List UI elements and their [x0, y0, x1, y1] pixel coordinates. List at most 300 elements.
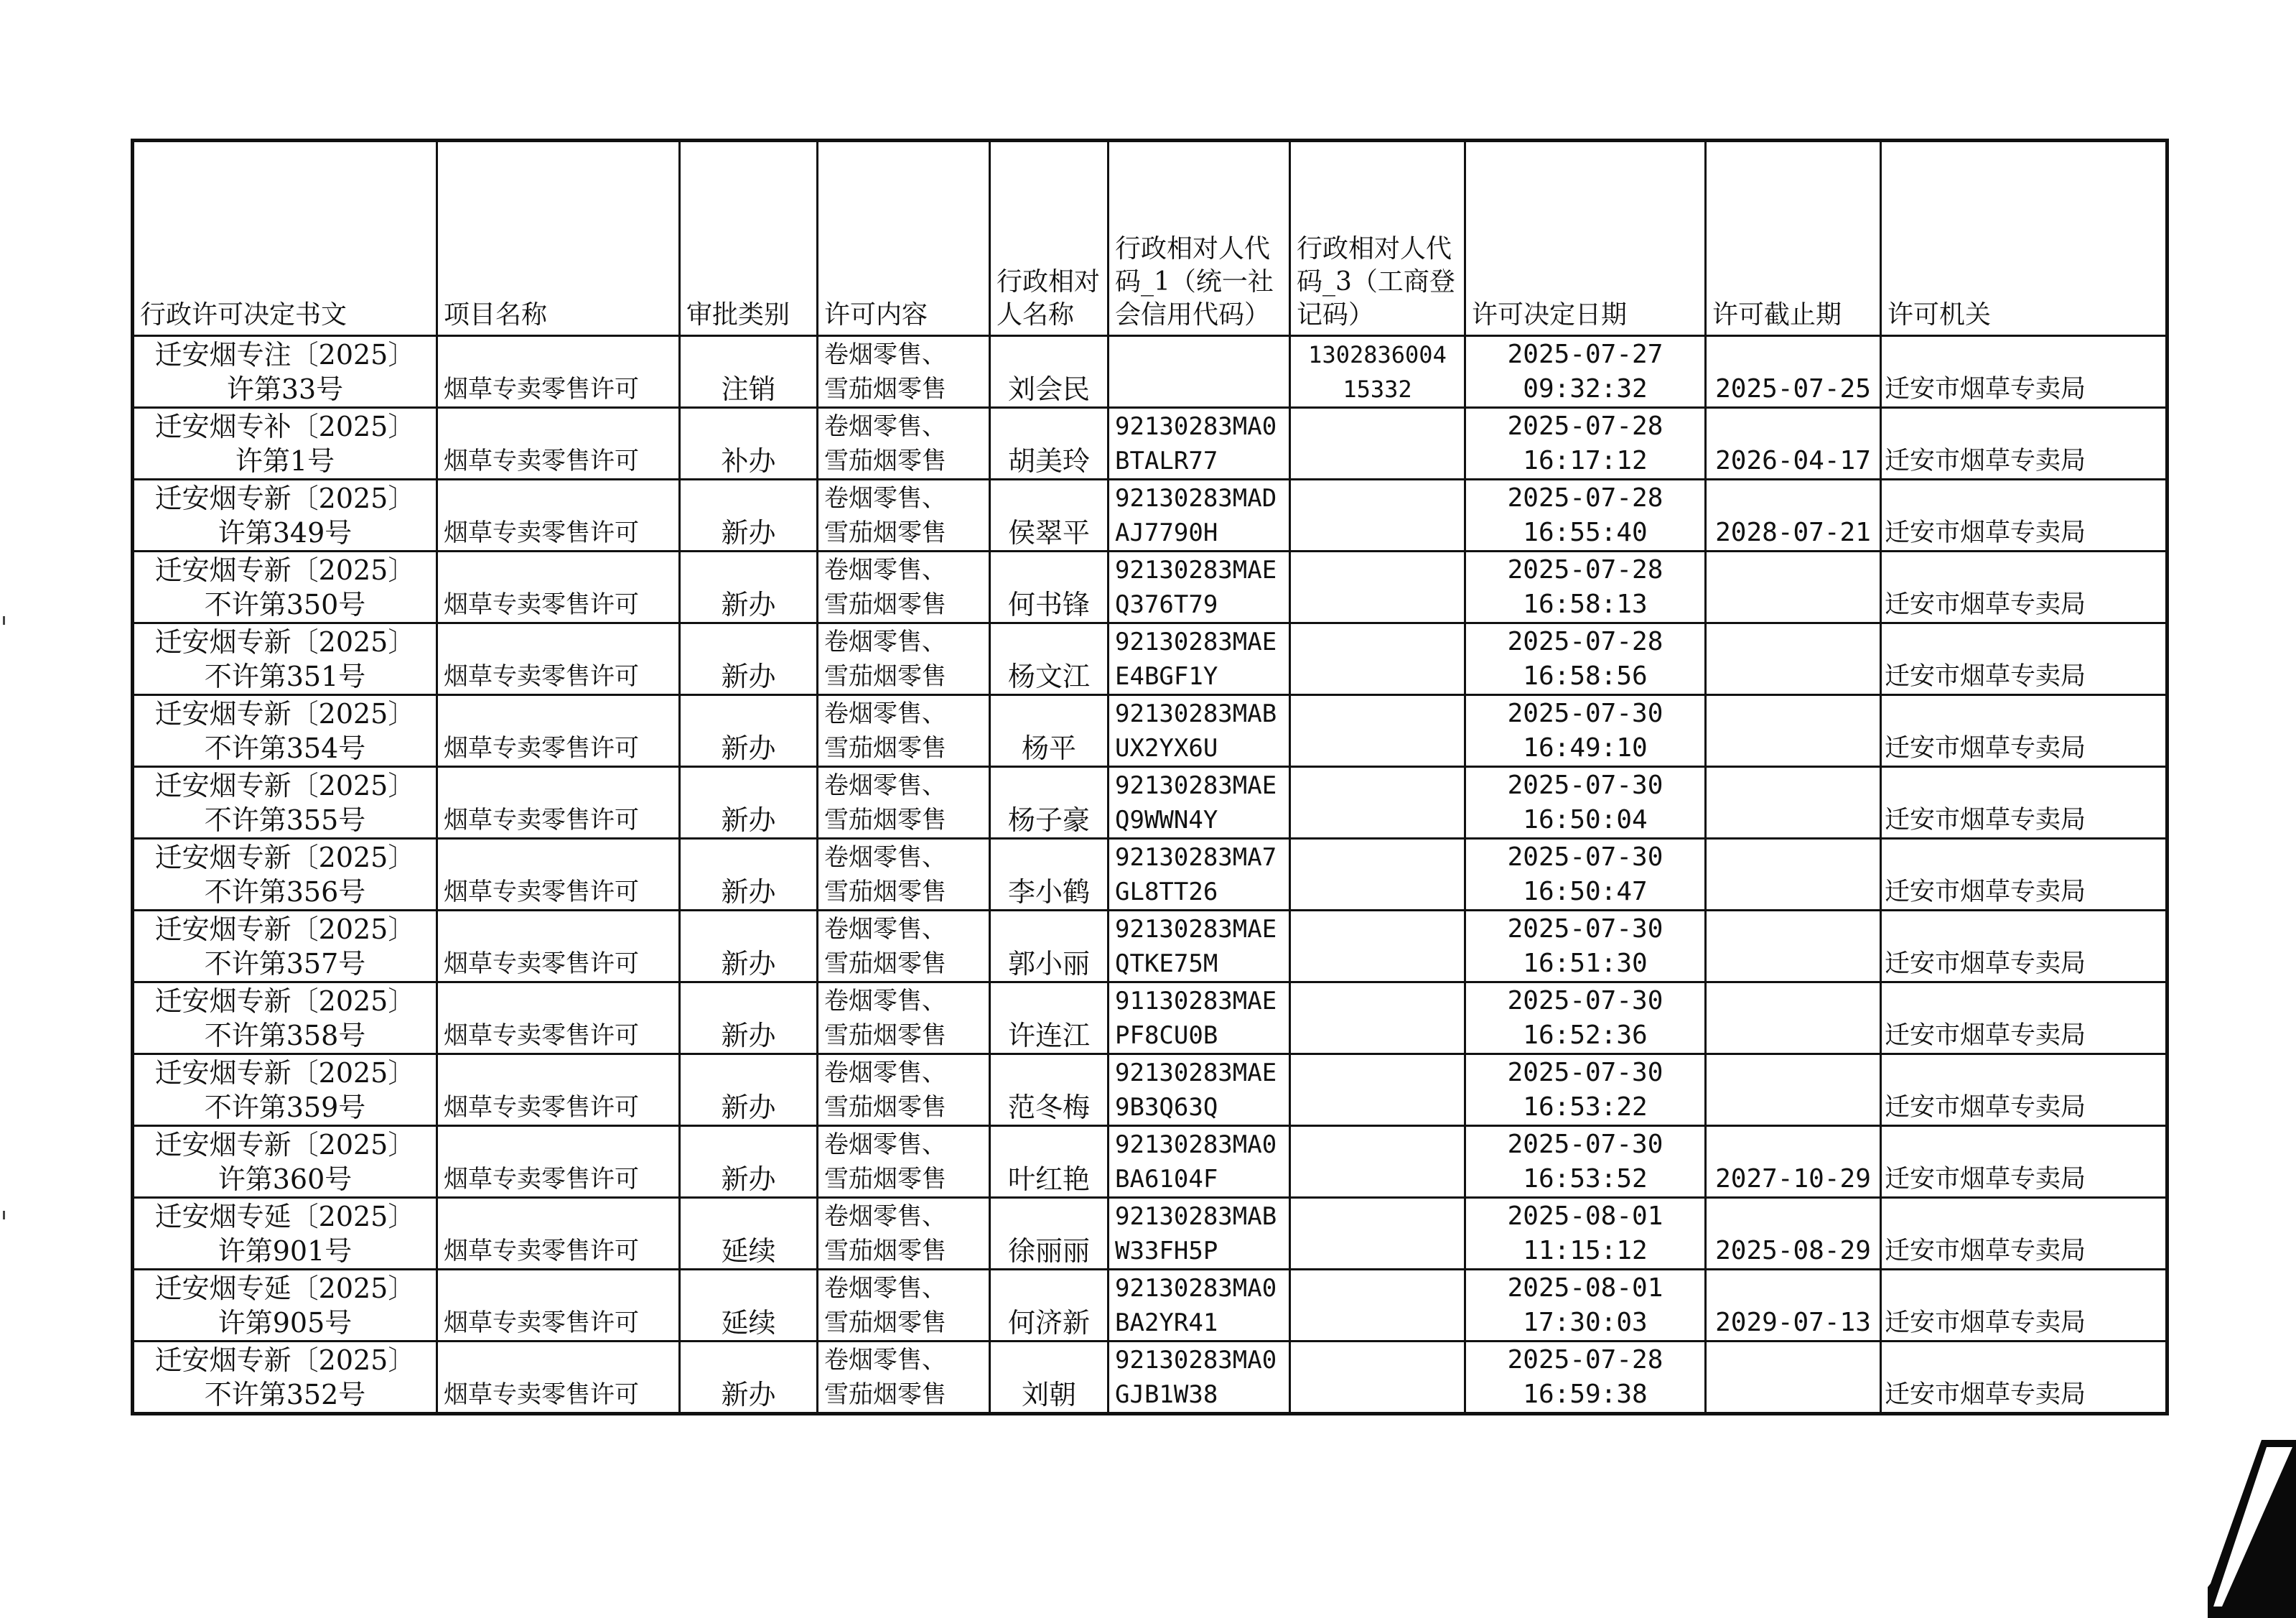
decision_date-line: 16:51:30: [1523, 949, 1648, 978]
cell-decision_date: [1465, 623, 1706, 695]
header-row: [133, 141, 2167, 336]
code1-line: AJ7790H: [1115, 519, 1218, 547]
cell-category: 新办: [680, 1342, 818, 1414]
cell-decision_date: [1465, 982, 1706, 1054]
doc-line: 不许第350号: [204, 589, 366, 620]
code1-line: W33FH5P: [1115, 1237, 1218, 1265]
cell-code3: [1290, 1342, 1465, 1414]
content-line: 卷烟零售、: [824, 699, 946, 728]
cell-project: 烟草专卖零售许可: [437, 552, 680, 623]
cell-decision_date: [1465, 839, 1706, 911]
table-row: [133, 1198, 2167, 1270]
cell-category: 新办: [680, 695, 818, 767]
code3-line: 1302836004: [1308, 341, 1447, 368]
column-header-code1: 行政相对人代码_1（统一社会信用代码）: [1109, 141, 1290, 336]
cell-category: 延续: [680, 1198, 818, 1270]
code1-line: 92130283MA0: [1115, 412, 1277, 441]
cell-name: 杨子豪: [990, 767, 1109, 839]
cell-doc: [133, 1054, 437, 1126]
doc-line: 不许第357号: [204, 948, 366, 980]
cell-decision_date: [1465, 911, 1706, 982]
doc-line: 迁安烟专新〔2025〕: [154, 554, 416, 586]
content-line: 卷烟零售、: [824, 340, 946, 369]
cell-authority: 迁安市烟草专卖局: [1881, 552, 2167, 623]
cell-content: [818, 1342, 990, 1414]
content-line: 卷烟零售、: [824, 556, 946, 585]
code1-line: 92130283MA7: [1115, 843, 1277, 872]
table-row: [133, 695, 2167, 767]
cell-category: 新办: [680, 480, 818, 552]
cell-code3: [1290, 767, 1465, 839]
table-row: [133, 480, 2167, 552]
code1-line: UX2YX6U: [1115, 734, 1218, 763]
decision_date-line: 2025-07-28: [1507, 412, 1663, 441]
doc-line: 迁安烟专新〔2025〕: [154, 770, 416, 801]
code1-line: GL8TT26: [1115, 878, 1218, 906]
doc-line: 不许第351号: [204, 661, 366, 692]
scan-mark-left-top: [3, 616, 5, 625]
cell-code1: [1109, 552, 1290, 623]
cell-project: 烟草专卖零售许可: [437, 1198, 680, 1270]
table-row: [133, 336, 2167, 408]
decision_date-line: 16:50:47: [1523, 877, 1648, 906]
cell-authority: 迁安市烟草专卖局: [1881, 1054, 2167, 1126]
cell-name: 叶红艳: [990, 1126, 1109, 1198]
cell-code3: [1290, 911, 1465, 982]
cell-expiry: [1706, 1054, 1881, 1126]
table-row: [133, 1126, 2167, 1198]
cell-content: [818, 480, 990, 552]
cell-project: 烟草专卖零售许可: [437, 480, 680, 552]
cell-doc: [133, 982, 437, 1054]
cell-code1: [1109, 767, 1290, 839]
cell-content: [818, 839, 990, 911]
cell-project: 烟草专卖零售许可: [437, 982, 680, 1054]
cell-code1: [1109, 982, 1290, 1054]
cell-code3: [1290, 839, 1465, 911]
column-header-authority: 许可机关: [1881, 141, 2167, 336]
doc-line: 不许第352号: [204, 1379, 366, 1410]
cell-code1: [1109, 1126, 1290, 1198]
scan-mark-left-bottom: [3, 1211, 5, 1219]
table-row: [133, 1054, 2167, 1126]
cell-code3: [1290, 336, 1465, 408]
cell-name: 胡美玲: [990, 408, 1109, 480]
cell-expiry: [1706, 911, 1881, 982]
content-line: 雪茄烟零售: [824, 519, 946, 547]
cell-doc: [133, 1270, 437, 1342]
code1-line: 92130283MAB: [1115, 1202, 1277, 1231]
decision_date-line: 11:15:12: [1523, 1236, 1648, 1265]
doc-line: 迁安烟专新〔2025〕: [154, 698, 416, 730]
doc-line: 迁安烟专新〔2025〕: [154, 1129, 416, 1161]
cell-name: 杨平: [990, 695, 1109, 767]
cell-name: 郭小丽: [990, 911, 1109, 982]
cell-project: 烟草专卖零售许可: [437, 767, 680, 839]
cell-category: 新办: [680, 623, 818, 695]
cell-code1: [1109, 623, 1290, 695]
decision_date-line: 16:50:04: [1523, 805, 1648, 834]
doc-line: 迁安烟专新〔2025〕: [154, 626, 416, 658]
column-header-name: 行政相对人名称: [990, 141, 1109, 336]
cell-expiry: [1706, 695, 1881, 767]
content-line: 卷烟零售、: [824, 1059, 946, 1087]
cell-expiry: [1706, 767, 1881, 839]
cell-code3: [1290, 623, 1465, 695]
cell-content: [818, 767, 990, 839]
cell-authority: 迁安市烟草专卖局: [1881, 1270, 2167, 1342]
content-line: 雪茄烟零售: [824, 949, 946, 978]
cell-expiry: [1706, 623, 1881, 695]
doc-line: 不许第355号: [204, 804, 366, 836]
cell-doc: [133, 1126, 437, 1198]
cell-authority: 迁安市烟草专卖局: [1881, 408, 2167, 480]
code1-line: 92130283MAD: [1115, 484, 1277, 513]
content-line: 雪茄烟零售: [824, 1093, 946, 1122]
cell-decision_date: [1465, 1342, 1706, 1414]
column-header-project: 项目名称: [437, 141, 680, 336]
doc-line: 不许第359号: [204, 1092, 366, 1123]
content-line: 卷烟零售、: [824, 1130, 946, 1159]
decision_date-line: 16:49:10: [1523, 733, 1648, 763]
doc-line: 许第901号: [218, 1235, 353, 1267]
cell-expiry: [1706, 1342, 1881, 1414]
code1-line: GJB1W38: [1115, 1380, 1218, 1409]
code1-line: PF8CU0B: [1115, 1021, 1218, 1050]
page-corner-mark: [2208, 1440, 2296, 1618]
cell-project: 烟草专卖零售许可: [437, 1126, 680, 1198]
code1-line: BTALR77: [1115, 447, 1218, 475]
cell-authority: 迁安市烟草专卖局: [1881, 1126, 2167, 1198]
cell-name: 何济新: [990, 1270, 1109, 1342]
cell-decision_date: [1465, 336, 1706, 408]
cell-doc: [133, 911, 437, 982]
doc-line: 迁安烟专延〔2025〕: [154, 1273, 416, 1304]
doc-line: 迁安烟专新〔2025〕: [154, 1344, 416, 1376]
doc-line: 许第33号: [226, 373, 344, 405]
cell-content: [818, 408, 990, 480]
code3-line: 15332: [1343, 376, 1412, 403]
decision_date-line: 16:58:13: [1523, 590, 1648, 619]
content-line: 卷烟零售、: [824, 1274, 946, 1303]
doc-line: 迁安烟专新〔2025〕: [154, 842, 416, 873]
content-line: 卷烟零售、: [824, 628, 946, 656]
cell-name: 范冬梅: [990, 1054, 1109, 1126]
content-line: 卷烟零售、: [824, 484, 946, 513]
cell-authority: 迁安市烟草专卖局: [1881, 982, 2167, 1054]
cell-project: 烟草专卖零售许可: [437, 408, 680, 480]
doc-line: 迁安烟专补〔2025〕: [154, 411, 416, 442]
cell-expiry: 2029-07-13: [1706, 1270, 1881, 1342]
code1-line: BA6104F: [1115, 1165, 1218, 1194]
cell-content: [818, 1126, 990, 1198]
code1-line: 92130283MAE: [1115, 628, 1277, 656]
column-header-category: 审批类别: [680, 141, 818, 336]
decision_date-line: 2025-08-01: [1507, 1273, 1663, 1303]
cell-project: 烟草专卖零售许可: [437, 336, 680, 408]
cell-decision_date: [1465, 408, 1706, 480]
cell-code3: [1290, 1198, 1465, 1270]
content-line: 雪茄烟零售: [824, 878, 946, 906]
table-row: [133, 911, 2167, 982]
cell-decision_date: [1465, 552, 1706, 623]
decision_date-line: 16:58:56: [1523, 661, 1648, 691]
cell-code3: [1290, 408, 1465, 480]
decision_date-line: 2025-07-30: [1507, 986, 1663, 1015]
content-line: 卷烟零售、: [824, 771, 946, 800]
decision_date-line: 2025-07-30: [1507, 699, 1663, 728]
cell-code3: [1290, 982, 1465, 1054]
cell-name: 许连江: [990, 982, 1109, 1054]
cell-code1: [1109, 480, 1290, 552]
decision_date-line: 2025-08-01: [1507, 1201, 1663, 1231]
cell-code3: [1290, 695, 1465, 767]
cell-code3: [1290, 480, 1465, 552]
doc-line: 迁安烟专新〔2025〕: [154, 483, 416, 514]
cell-doc: [133, 839, 437, 911]
cell-code1: [1109, 408, 1290, 480]
table-row: [133, 767, 2167, 839]
cell-code3: [1290, 552, 1465, 623]
cell-authority: 迁安市烟草专卖局: [1881, 623, 2167, 695]
content-line: 雪茄烟零售: [824, 375, 946, 404]
doc-line: 迁安烟专新〔2025〕: [154, 1057, 416, 1089]
doc-line: 许第360号: [218, 1163, 353, 1195]
code1-line: 92130283MA0: [1115, 1130, 1277, 1159]
cell-name: 刘朝: [990, 1342, 1109, 1414]
cell-authority: 迁安市烟草专卖局: [1881, 767, 2167, 839]
cell-category: 新办: [680, 982, 818, 1054]
cell-content: [818, 695, 990, 767]
cell-authority: 迁安市烟草专卖局: [1881, 1198, 2167, 1270]
cell-name: 侯翠平: [990, 480, 1109, 552]
cell-doc: [133, 1198, 437, 1270]
cell-project: 烟草专卖零售许可: [437, 1342, 680, 1414]
table-row: [133, 1270, 2167, 1342]
cell-project: 烟草专卖零售许可: [437, 623, 680, 695]
cell-code1: [1109, 911, 1290, 982]
content-line: 卷烟零售、: [824, 843, 946, 872]
cell-category: 新办: [680, 767, 818, 839]
column-header-expiry: 许可截止期: [1706, 141, 1881, 336]
cell-name: 李小鹤: [990, 839, 1109, 911]
doc-line: 不许第354号: [204, 733, 366, 764]
decision_date-line: 2025-07-30: [1507, 914, 1663, 944]
cell-code3: [1290, 1126, 1465, 1198]
cell-decision_date: [1465, 480, 1706, 552]
code1-line: 92130283MAB: [1115, 699, 1277, 728]
content-line: 雪茄烟零售: [824, 1380, 946, 1409]
cell-category: 新办: [680, 839, 818, 911]
decision_date-line: 2025-07-30: [1507, 842, 1663, 872]
content-line: 雪茄烟零售: [824, 1237, 946, 1265]
table-row: [133, 839, 2167, 911]
column-header-content: 许可内容: [818, 141, 990, 336]
cell-code3: [1290, 1270, 1465, 1342]
cell-authority: 迁安市烟草专卖局: [1881, 480, 2167, 552]
cell-authority: 迁安市烟草专卖局: [1881, 911, 2167, 982]
cell-content: [818, 552, 990, 623]
cell-doc: [133, 623, 437, 695]
table-row: [133, 552, 2167, 623]
cell-category: 新办: [680, 552, 818, 623]
cell-category: 新办: [680, 911, 818, 982]
cell-decision_date: [1465, 1054, 1706, 1126]
cell-expiry: 2026-04-17: [1706, 408, 1881, 480]
table-row: [133, 408, 2167, 480]
content-line: 雪茄烟零售: [824, 734, 946, 763]
content-line: 雪茄烟零售: [824, 1021, 946, 1050]
cell-expiry: 2025-08-29: [1706, 1198, 1881, 1270]
cell-project: 烟草专卖零售许可: [437, 839, 680, 911]
cell-doc: [133, 767, 437, 839]
cell-expiry: 2028-07-21: [1706, 480, 1881, 552]
doc-line: 迁安烟专延〔2025〕: [154, 1201, 416, 1232]
cell-doc: [133, 408, 437, 480]
cell-name: 何书锋: [990, 552, 1109, 623]
cell-name: 杨文江: [990, 623, 1109, 695]
code1-line: 92130283MA0: [1115, 1346, 1277, 1375]
cell-content: [818, 623, 990, 695]
cell-doc: [133, 1342, 437, 1414]
cell-content: [818, 1054, 990, 1126]
content-line: 雪茄烟零售: [824, 447, 946, 475]
decision_date-line: 09:32:32: [1523, 374, 1648, 404]
column-header-code3: 行政相对人代码_3（工商登记码）: [1290, 141, 1465, 336]
cell-expiry: [1706, 982, 1881, 1054]
decision_date-line: 16:53:52: [1523, 1164, 1648, 1194]
content-line: 卷烟零售、: [824, 1346, 946, 1375]
cell-authority: 迁安市烟草专卖局: [1881, 336, 2167, 408]
cell-content: [818, 336, 990, 408]
doc-line: 迁安烟专新〔2025〕: [154, 985, 416, 1017]
cell-category: 延续: [680, 1270, 818, 1342]
cell-authority: 迁安市烟草专卖局: [1881, 1342, 2167, 1414]
code1-line: 92130283MA0: [1115, 1274, 1277, 1303]
code1-line: Q376T79: [1115, 590, 1218, 619]
cell-authority: 迁安市烟草专卖局: [1881, 695, 2167, 767]
doc-line: 许第349号: [218, 517, 353, 549]
table-body: [133, 336, 2167, 1414]
cell-decision_date: [1465, 695, 1706, 767]
cell-content: [818, 911, 990, 982]
cell-category: 新办: [680, 1126, 818, 1198]
cell-name: 徐丽丽: [990, 1198, 1109, 1270]
cell-authority: 迁安市烟草专卖局: [1881, 839, 2167, 911]
decision_date-line: 2025-07-28: [1507, 1345, 1663, 1375]
doc-line: 不许第356号: [204, 876, 366, 908]
content-line: 雪茄烟零售: [824, 1308, 946, 1337]
cell-code1: [1109, 1270, 1290, 1342]
code1-line: 92130283MAE: [1115, 556, 1277, 585]
cell-code1: [1109, 1054, 1290, 1126]
content-line: 卷烟零售、: [824, 1202, 946, 1231]
cell-content: [818, 982, 990, 1054]
code1-line: QTKE75M: [1115, 949, 1218, 978]
decision_date-line: 16:52:36: [1523, 1020, 1648, 1050]
content-line: 雪茄烟零售: [824, 1165, 946, 1194]
cell-decision_date: [1465, 1198, 1706, 1270]
content-line: 卷烟零售、: [824, 987, 946, 1015]
code1-line: 91130283MAE: [1115, 987, 1277, 1015]
decision_date-line: 2025-07-28: [1507, 627, 1663, 656]
cell-decision_date: [1465, 1126, 1706, 1198]
cell-doc: [133, 695, 437, 767]
cell-expiry: [1706, 839, 1881, 911]
decision_date-line: 16:17:12: [1523, 446, 1648, 475]
doc-line: 迁安烟专注〔2025〕: [154, 339, 416, 371]
cell-project: 烟草专卖零售许可: [437, 1054, 680, 1126]
cell-expiry: 2027-10-29: [1706, 1126, 1881, 1198]
cell-code1: [1109, 1198, 1290, 1270]
doc-line: 不许第358号: [204, 1020, 366, 1051]
content-line: 雪茄烟零售: [824, 590, 946, 619]
code1-line: E4BGF1Y: [1115, 662, 1218, 691]
table-row: [133, 623, 2167, 695]
cell-code1: [1109, 839, 1290, 911]
doc-line: 许第1号: [235, 445, 335, 477]
table-row: [133, 982, 2167, 1054]
cell-project: 烟草专卖零售许可: [437, 1270, 680, 1342]
doc-line: 许第905号: [218, 1307, 353, 1339]
cell-decision_date: [1465, 767, 1706, 839]
cell-content: [818, 1270, 990, 1342]
decision_date-line: 2025-07-28: [1507, 483, 1663, 513]
table-row: [133, 1342, 2167, 1414]
code1-line: 9B3Q63Q: [1115, 1093, 1218, 1122]
cell-category: 补办: [680, 408, 818, 480]
decision_date-line: 16:59:38: [1523, 1380, 1648, 1409]
code1-line: Q9WWN4Y: [1115, 806, 1218, 834]
cell-content: [818, 1198, 990, 1270]
cell-doc: [133, 336, 437, 408]
cell-expiry: 2025-07-25: [1706, 336, 1881, 408]
permit-table: [131, 139, 2169, 1415]
cell-category: 注销: [680, 336, 818, 408]
content-line: 雪茄烟零售: [824, 662, 946, 691]
content-line: 雪茄烟零售: [824, 806, 946, 834]
code1-line: BA2YR41: [1115, 1308, 1218, 1337]
doc-line: 迁安烟专新〔2025〕: [154, 913, 416, 945]
decision_date-line: 16:55:40: [1523, 518, 1648, 547]
cell-code1: [1109, 336, 1290, 408]
cell-code3: [1290, 1054, 1465, 1126]
code1-line: 92130283MAE: [1115, 1059, 1277, 1087]
cell-project: 烟草专卖零售许可: [437, 695, 680, 767]
cell-doc: [133, 552, 437, 623]
decision_date-line: 2025-07-27: [1507, 340, 1663, 369]
decision_date-line: 2025-07-30: [1507, 1130, 1663, 1159]
decision_date-line: 17:30:03: [1523, 1308, 1648, 1337]
cell-name: 刘会民: [990, 336, 1109, 408]
column-header-doc: 行政许可决定书文: [133, 141, 437, 336]
cell-code1: [1109, 1342, 1290, 1414]
cell-project: 烟草专卖零售许可: [437, 911, 680, 982]
decision_date-line: 2025-07-30: [1507, 1058, 1663, 1087]
cell-expiry: [1706, 552, 1881, 623]
decision_date-line: 2025-07-28: [1507, 555, 1663, 585]
cell-code1: [1109, 695, 1290, 767]
cell-category: 新办: [680, 1054, 818, 1126]
decision_date-line: 16:53:22: [1523, 1092, 1648, 1122]
column-header-decision_date: 许可决定日期: [1465, 141, 1706, 336]
cell-doc: [133, 480, 437, 552]
code1-line: 92130283MAE: [1115, 771, 1277, 800]
decision_date-line: 2025-07-30: [1507, 771, 1663, 800]
cell-decision_date: [1465, 1270, 1706, 1342]
content-line: 卷烟零售、: [824, 915, 946, 944]
content-line: 卷烟零售、: [824, 412, 946, 441]
